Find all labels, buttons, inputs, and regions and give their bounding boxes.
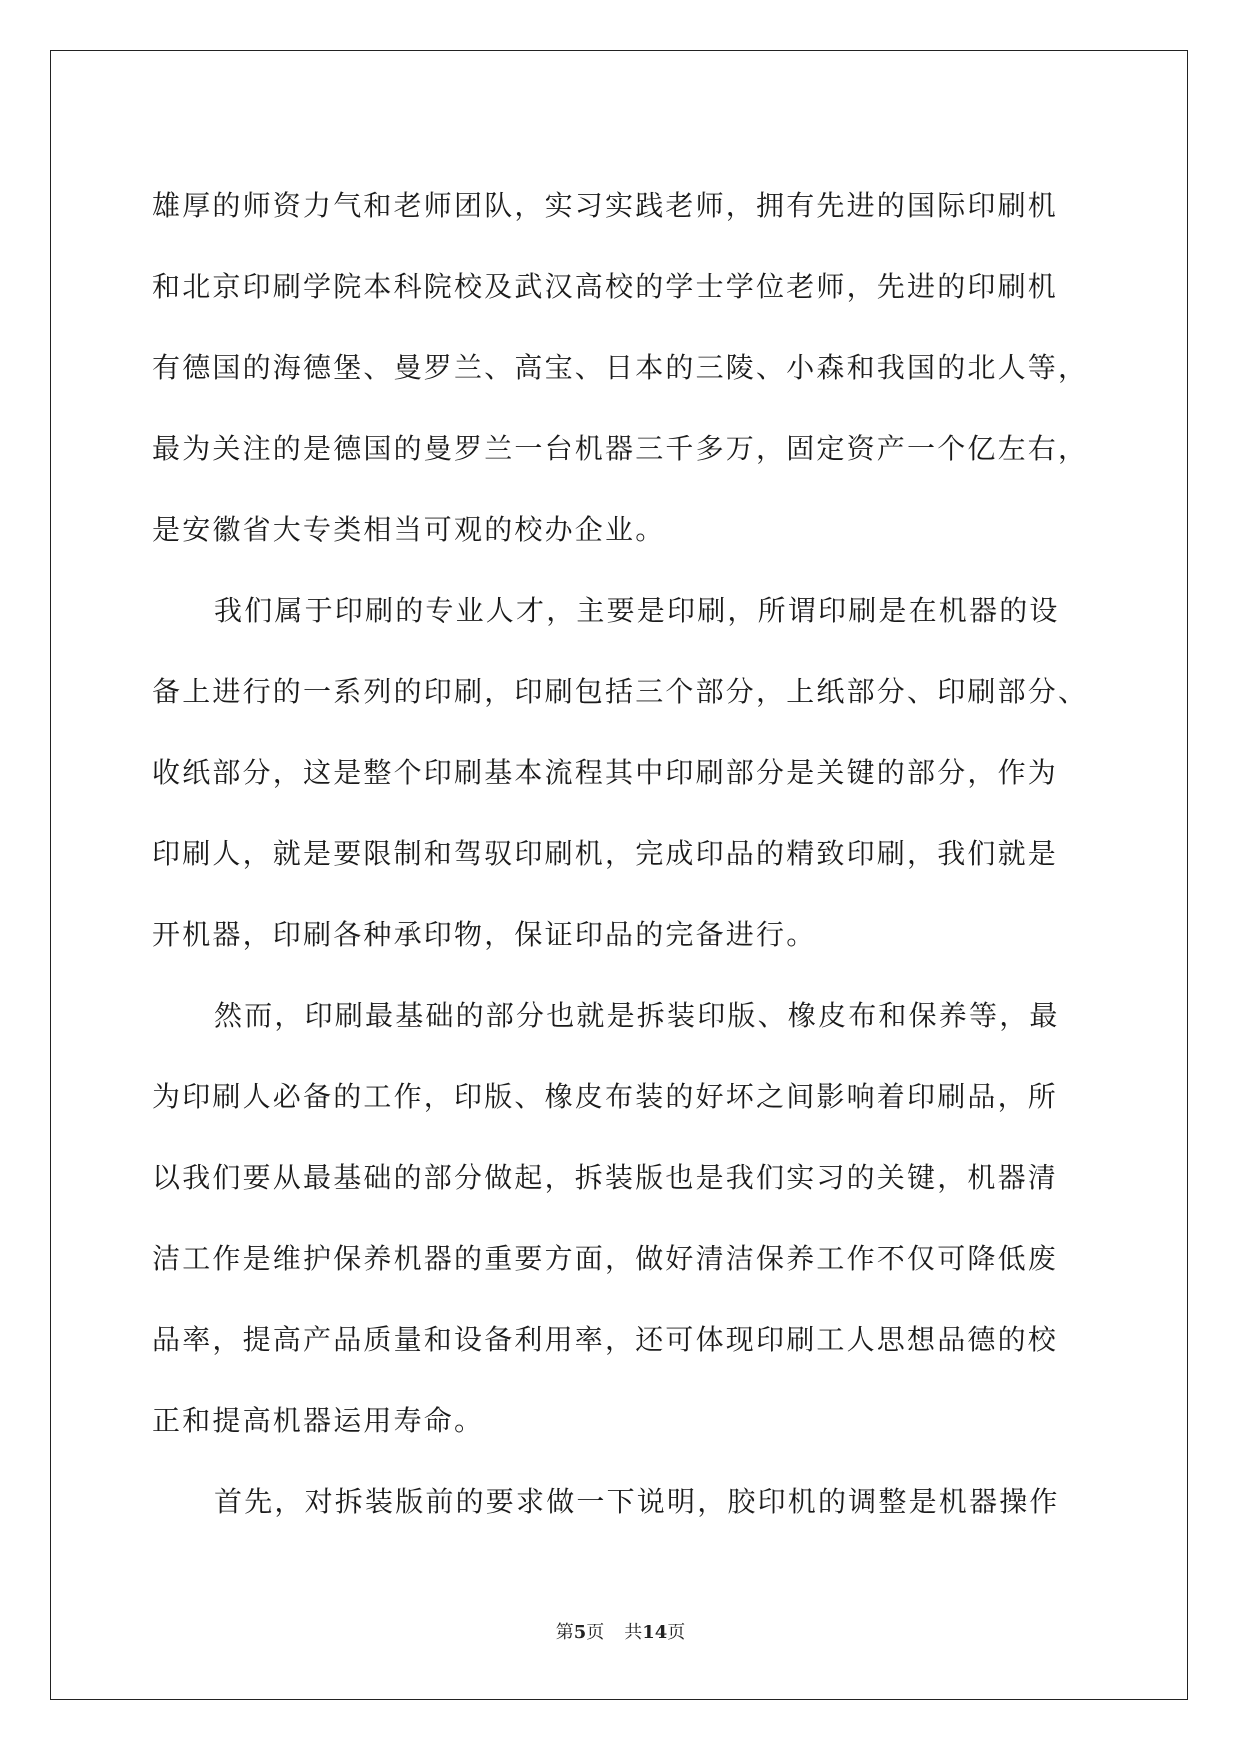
page-suffix: 页 <box>586 1622 605 1643</box>
text-line: 洁工作是维护保养机器的重要方面，做好清洁保养工作不仅可降低废 <box>152 1242 1059 1275</box>
text-line: 最为关注的是德国的曼罗兰一台机器三千多万，固定资产一个亿左右， <box>152 432 1089 465</box>
text-line: 有德国的海德堡、曼罗兰、高宝、日本的三陵、小森和我国的北人等， <box>152 351 1089 384</box>
text-line: 备上进行的一系列的印刷，印刷包括三个部分，上纸部分、印刷部分、 <box>152 675 1089 708</box>
total-prefix: 共 <box>624 1622 643 1643</box>
text-line: 收纸部分，这是整个印刷基本流程其中印刷部分是关键的部分，作为 <box>152 756 1059 789</box>
total-pages: 14 <box>642 1622 668 1643</box>
paragraph-first-line: 首先，对拆装版前的要求做一下说明，胶印机的调整是机器操作 <box>214 1485 1060 1518</box>
paragraph-first-line: 我们属于印刷的专业人才，主要是印刷，所谓印刷是在机器的设 <box>214 594 1060 627</box>
text-line: 印刷人，就是要限制和驾驭印刷机，完成印品的精致印刷，我们就是 <box>152 837 1059 870</box>
text-line: 正和提高机器运用寿命。 <box>152 1404 485 1437</box>
text-line: 品率，提高产品质量和设备利用率，还可体现印刷工人思想品德的校 <box>152 1323 1059 1356</box>
page-prefix: 第 <box>555 1622 574 1643</box>
text-line: 为印刷人必备的工作，印版、橡皮布装的好坏之间影响着印刷品，所 <box>152 1080 1059 1113</box>
text-line: 和北京印刷学院本科院校及武汉高校的学士学位老师，先进的印刷机 <box>152 270 1059 303</box>
text-line: 开机器，印刷各种承印物，保证印品的完备进行。 <box>152 918 817 951</box>
total-suffix: 页 <box>667 1622 686 1643</box>
paragraph-first-line: 然而，印刷最基础的部分也就是拆装印版、橡皮布和保养等，最 <box>214 999 1060 1032</box>
body-text <box>152 165 1092 1542</box>
text-line: 是安徽省大专类相当可观的校办企业。 <box>152 513 666 546</box>
text-line: 雄厚的师资力气和老师团队，实习实践老师，拥有先进的国际印刷机 <box>152 189 1059 222</box>
page-footer <box>0 1618 1241 1644</box>
text-line: 以我们要从最基础的部分做起，拆装版也是我们实习的关键，机器清 <box>152 1161 1059 1194</box>
page-number: 5 <box>573 1622 587 1643</box>
